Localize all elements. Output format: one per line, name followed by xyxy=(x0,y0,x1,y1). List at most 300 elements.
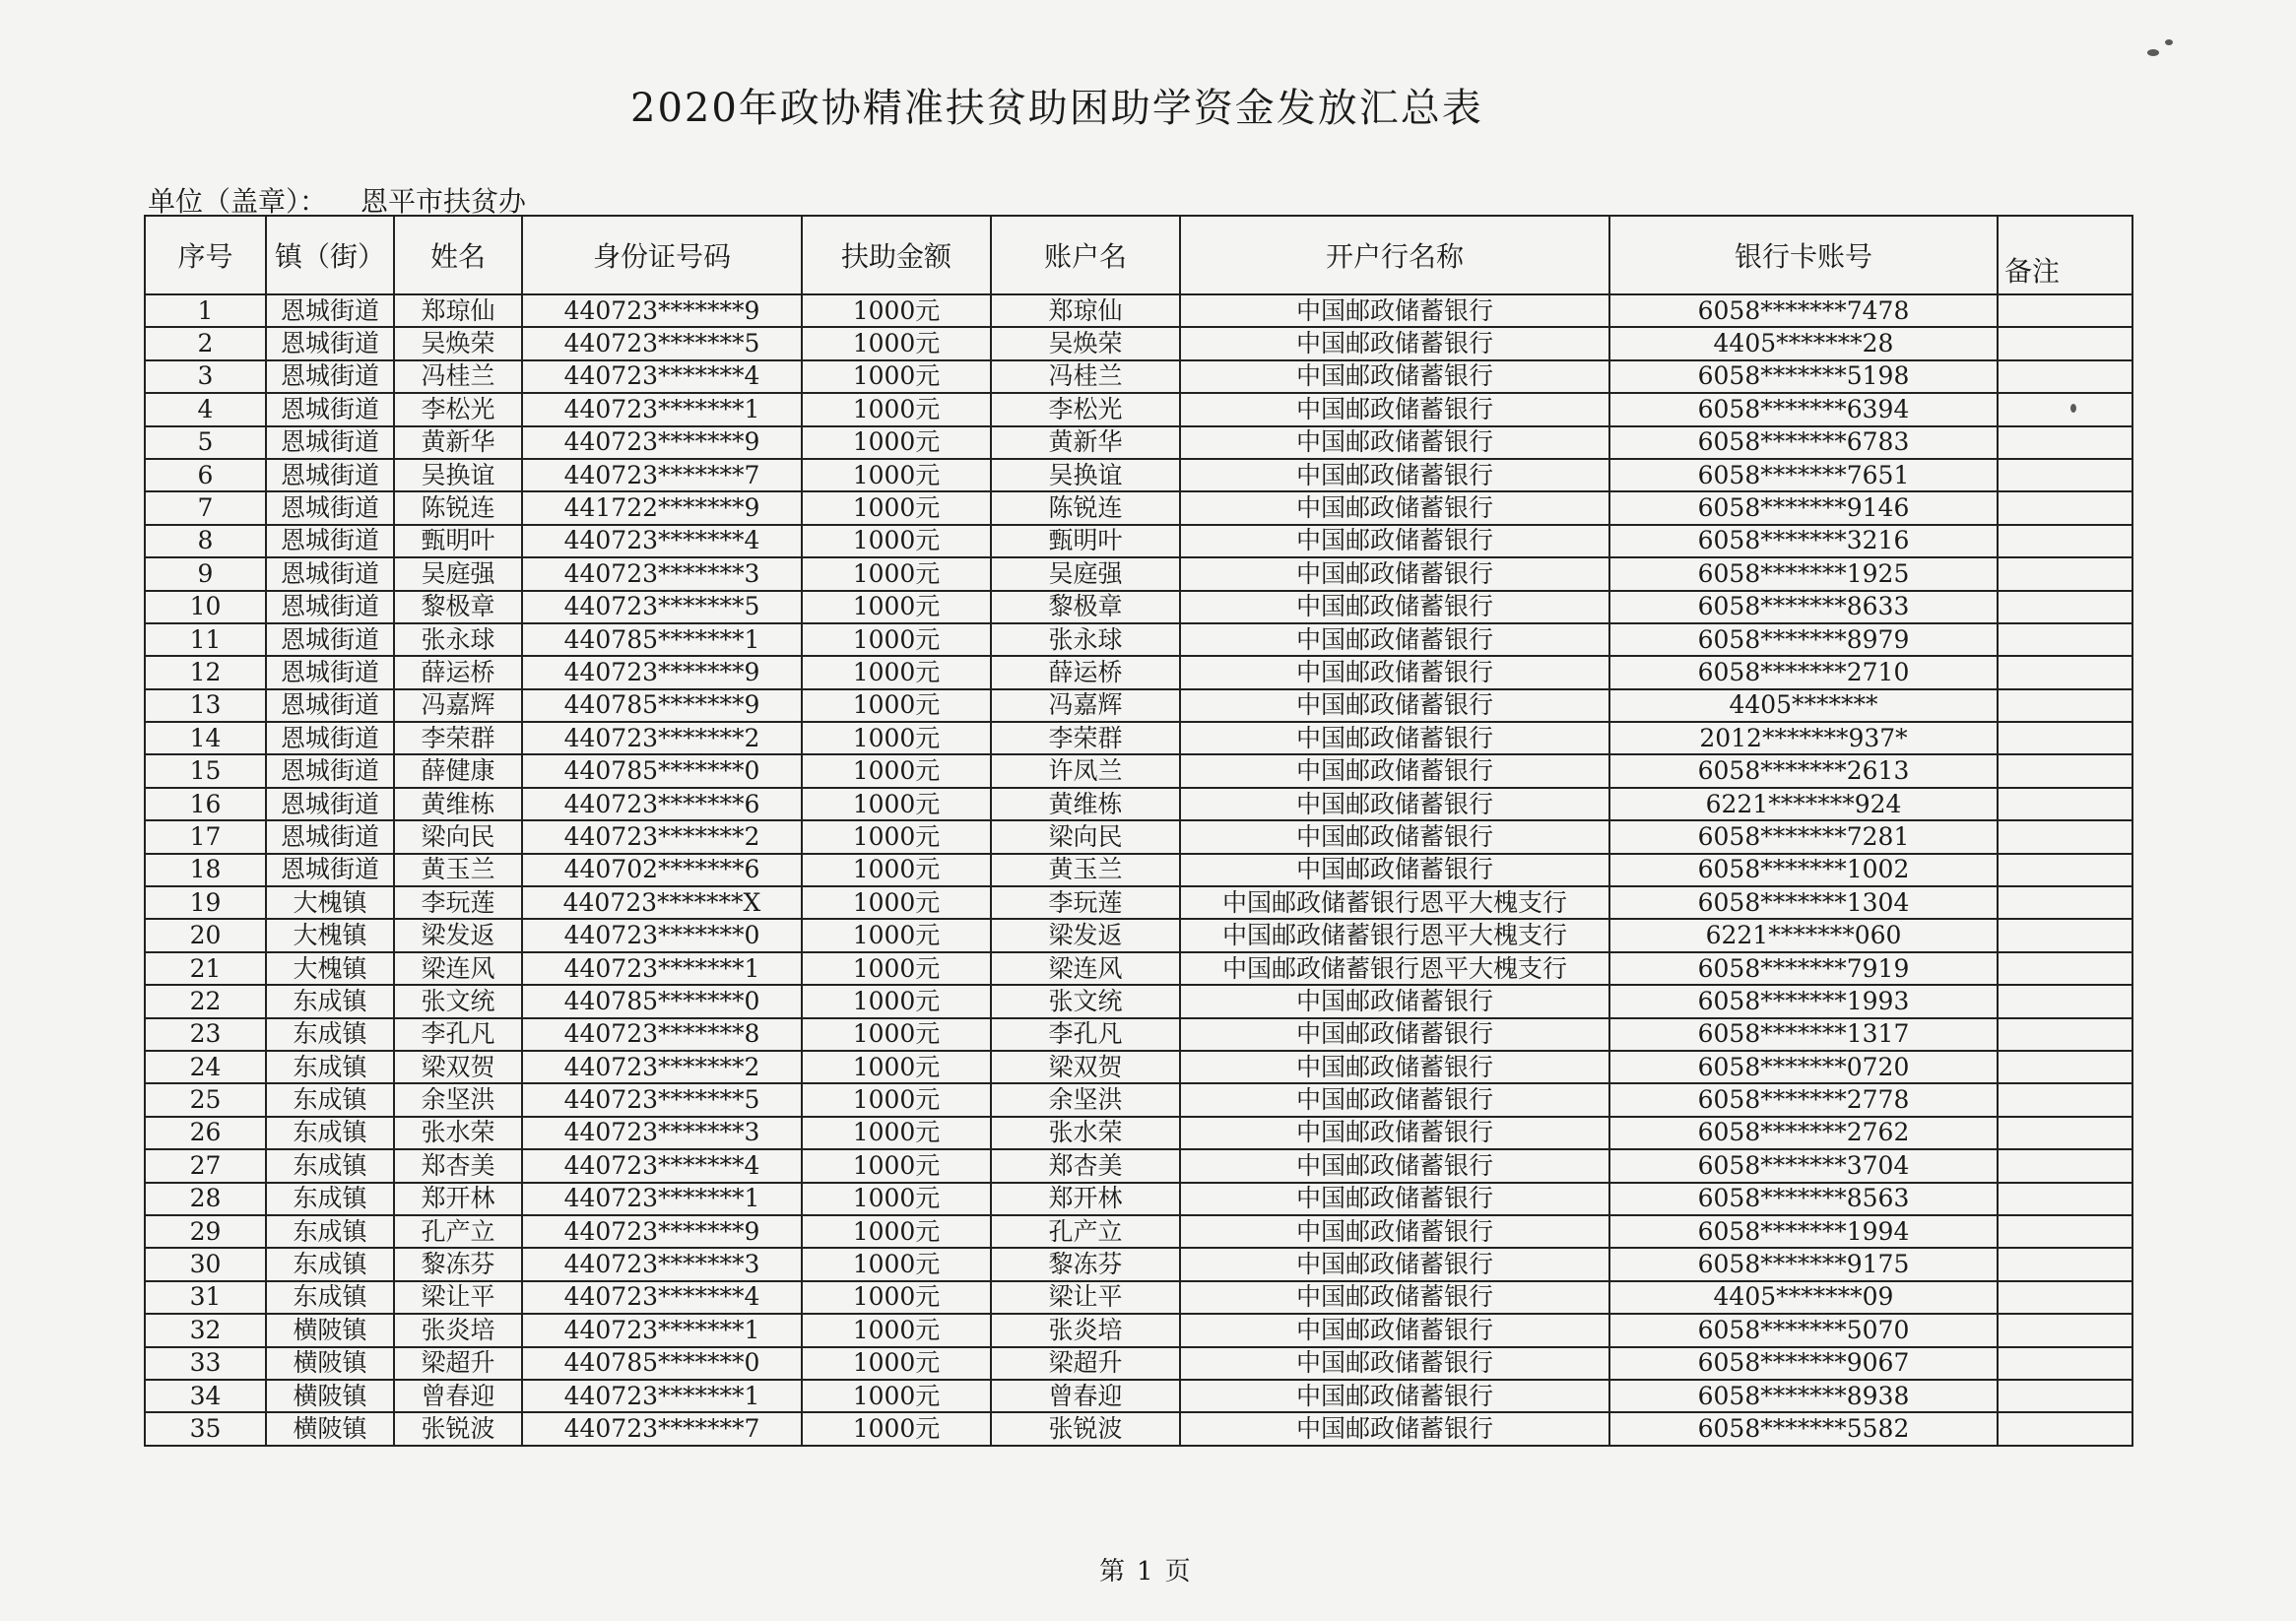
cell-serial: 11 xyxy=(145,623,266,656)
cell-id-number: 440723*******2 xyxy=(522,820,802,853)
cell-id-number: 440785*******0 xyxy=(522,985,802,1017)
cell-bank-name: 中国邮政储蓄银行 xyxy=(1180,854,1609,886)
cell-amount: 1000元 xyxy=(802,854,991,886)
page-footer xyxy=(1093,1551,1197,1588)
cell-bank-name: 中国邮政储蓄银行 xyxy=(1180,1347,1609,1380)
cell-card-number: 2012*******937* xyxy=(1609,722,1998,754)
cell-bank-name: 中国邮政储蓄银行 xyxy=(1180,1380,1609,1412)
cell-amount: 1000元 xyxy=(802,1314,991,1346)
cell-town: 东成镇 xyxy=(266,1183,394,1215)
cell-card-number: 6058*******8938 xyxy=(1609,1380,1998,1412)
cell-serial: 18 xyxy=(145,854,266,886)
cell-name: 张永球 xyxy=(394,623,522,656)
cell-remark xyxy=(1998,1083,2132,1116)
cell-town: 恩城街道 xyxy=(266,722,394,754)
cell-name: 黄新华 xyxy=(394,426,522,459)
cell-remark xyxy=(1998,656,2132,688)
page-number: 1 xyxy=(1137,1557,1153,1587)
table-row xyxy=(145,1281,2132,1314)
cell-remark xyxy=(1998,886,2132,919)
cell-id-number: 440723*******5 xyxy=(522,327,802,359)
cell-remark xyxy=(1998,491,2132,524)
cell-account-name: 曾春迎 xyxy=(991,1380,1180,1412)
cell-serial: 16 xyxy=(145,788,266,820)
cell-town: 恩城街道 xyxy=(266,294,394,327)
table-row xyxy=(145,1051,2132,1083)
cell-serial: 13 xyxy=(145,689,266,722)
table-row xyxy=(145,1117,2132,1149)
cell-card-number: 6058*******3216 xyxy=(1609,525,1998,557)
cell-id-number: 440723*******2 xyxy=(522,1051,802,1083)
cell-bank-name: 中国邮政储蓄银行 xyxy=(1180,1314,1609,1346)
table-row xyxy=(145,854,2132,886)
cell-remark xyxy=(1998,689,2132,722)
table-header-row xyxy=(145,216,2132,294)
cell-remark xyxy=(1998,557,2132,590)
cell-card-number: 6058*******1317 xyxy=(1609,1018,1998,1051)
cell-id-number: 440723*******1 xyxy=(522,1380,802,1412)
cell-name: 黄维栋 xyxy=(394,788,522,820)
cell-amount: 1000元 xyxy=(802,557,991,590)
cell-amount: 1000元 xyxy=(802,1412,991,1445)
cell-id-number: 440785*******0 xyxy=(522,754,802,787)
cell-town: 恩城街道 xyxy=(266,327,394,359)
cell-account-name: 梁连风 xyxy=(991,952,1180,985)
cell-serial: 12 xyxy=(145,656,266,688)
cell-amount: 1000元 xyxy=(802,623,991,656)
cell-name: 吴焕荣 xyxy=(394,327,522,359)
table-row xyxy=(145,294,2132,327)
cell-serial: 24 xyxy=(145,1051,266,1083)
cell-town: 东成镇 xyxy=(266,1018,394,1051)
cell-town: 横陂镇 xyxy=(266,1380,394,1412)
cell-amount: 1000元 xyxy=(802,360,991,393)
cell-id-number: 440723*******7 xyxy=(522,1412,802,1445)
cell-remark xyxy=(1998,788,2132,820)
cell-serial: 31 xyxy=(145,1281,266,1314)
cell-town: 恩城街道 xyxy=(266,459,394,491)
cell-amount: 1000元 xyxy=(802,327,991,359)
cell-serial: 15 xyxy=(145,754,266,787)
cell-serial: 35 xyxy=(145,1412,266,1445)
unit-line xyxy=(148,180,526,220)
table-row xyxy=(145,459,2132,491)
cell-id-number: 440723*******0 xyxy=(522,919,802,951)
table-row xyxy=(145,919,2132,951)
cell-amount: 1000元 xyxy=(802,1248,991,1280)
cell-serial: 27 xyxy=(145,1149,266,1182)
cell-remark xyxy=(1998,1314,2132,1346)
cell-account-name: 黎极章 xyxy=(991,591,1180,623)
cell-account-name: 郑杏美 xyxy=(991,1149,1180,1182)
cell-serial: 33 xyxy=(145,1347,266,1380)
document-title: 2020年政协精准扶贫助困助学资金发放汇总表 xyxy=(630,86,1483,131)
table-row xyxy=(145,754,2132,787)
cell-bank-name: 中国邮政储蓄银行 xyxy=(1180,985,1609,1017)
cell-account-name: 许凤兰 xyxy=(991,754,1180,787)
header-bank-name: 开户行名称 xyxy=(1180,216,1609,294)
scan-mark xyxy=(2165,39,2173,45)
cell-id-number: 440723*******3 xyxy=(522,557,802,590)
cell-town: 横陂镇 xyxy=(266,1412,394,1445)
cell-id-number: 440723*******4 xyxy=(522,525,802,557)
table-row xyxy=(145,788,2132,820)
unit-value: 恩平市扶贫办 xyxy=(361,185,527,218)
cell-id-number: 440723*******3 xyxy=(522,1117,802,1149)
cell-account-name: 李孔凡 xyxy=(991,1018,1180,1051)
cell-account-name: 张文统 xyxy=(991,985,1180,1017)
cell-town: 恩城街道 xyxy=(266,393,394,425)
cell-town: 恩城街道 xyxy=(266,754,394,787)
cell-town: 大槐镇 xyxy=(266,919,394,951)
cell-town: 恩城街道 xyxy=(266,788,394,820)
table-row xyxy=(145,656,2132,688)
header-amount: 扶助金额 xyxy=(802,216,991,294)
cell-name: 李松光 xyxy=(394,393,522,425)
cell-serial: 14 xyxy=(145,722,266,754)
cell-town: 恩城街道 xyxy=(266,820,394,853)
cell-name: 孔产立 xyxy=(394,1215,522,1248)
cell-id-number: 440723*******4 xyxy=(522,1281,802,1314)
table-row xyxy=(145,426,2132,459)
cell-name: 张锐波 xyxy=(394,1412,522,1445)
cell-bank-name: 中国邮政储蓄银行 xyxy=(1180,722,1609,754)
cell-account-name: 李玩莲 xyxy=(991,886,1180,919)
cell-town: 东成镇 xyxy=(266,1248,394,1280)
cell-card-number: 6058*******5070 xyxy=(1609,1314,1998,1346)
cell-name: 郑开林 xyxy=(394,1183,522,1215)
cell-amount: 1000元 xyxy=(802,952,991,985)
cell-card-number: 6058*******5582 xyxy=(1609,1412,1998,1445)
table-row xyxy=(145,1412,2132,1445)
cell-account-name: 冯嘉辉 xyxy=(991,689,1180,722)
table-row xyxy=(145,820,2132,853)
scan-mark xyxy=(2070,404,2076,413)
cell-town: 恩城街道 xyxy=(266,525,394,557)
cell-card-number: 6058*******2710 xyxy=(1609,656,1998,688)
summary-table xyxy=(144,215,2133,1447)
table-row xyxy=(145,952,2132,985)
cell-amount: 1000元 xyxy=(802,459,991,491)
cell-id-number: 440723*******5 xyxy=(522,591,802,623)
cell-name: 郑杏美 xyxy=(394,1149,522,1182)
cell-amount: 1000元 xyxy=(802,754,991,787)
cell-remark xyxy=(1998,623,2132,656)
cell-serial: 21 xyxy=(145,952,266,985)
cell-account-name: 冯桂兰 xyxy=(991,360,1180,393)
table-row xyxy=(145,985,2132,1017)
cell-card-number: 6058*******3704 xyxy=(1609,1149,1998,1182)
cell-name: 李荣群 xyxy=(394,722,522,754)
cell-amount: 1000元 xyxy=(802,525,991,557)
cell-serial: 29 xyxy=(145,1215,266,1248)
cell-amount: 1000元 xyxy=(802,656,991,688)
cell-id-number: 440723*******7 xyxy=(522,459,802,491)
cell-town: 恩城街道 xyxy=(266,656,394,688)
cell-amount: 1000元 xyxy=(802,426,991,459)
cell-serial: 26 xyxy=(145,1117,266,1149)
cell-id-number: 440723*******3 xyxy=(522,1248,802,1280)
cell-id-number: 440702*******6 xyxy=(522,854,802,886)
table-row xyxy=(145,1314,2132,1346)
cell-name: 吴庭强 xyxy=(394,557,522,590)
table-row xyxy=(145,327,2132,359)
cell-id-number: 440723*******5 xyxy=(522,1083,802,1116)
header-town: 镇（街） xyxy=(266,216,394,294)
cell-name: 梁连风 xyxy=(394,952,522,985)
cell-card-number: 6221*******060 xyxy=(1609,919,1998,951)
cell-name: 吴换谊 xyxy=(394,459,522,491)
cell-account-name: 孔产立 xyxy=(991,1215,1180,1248)
cell-amount: 1000元 xyxy=(802,919,991,951)
cell-card-number: 6058*******5198 xyxy=(1609,360,1998,393)
cell-account-name: 吴换谊 xyxy=(991,459,1180,491)
cell-bank-name: 中国邮政储蓄银行 xyxy=(1180,294,1609,327)
table-row xyxy=(145,722,2132,754)
cell-town: 东成镇 xyxy=(266,1083,394,1116)
cell-bank-name: 中国邮政储蓄银行 xyxy=(1180,1183,1609,1215)
cell-remark xyxy=(1998,426,2132,459)
cell-name: 黄玉兰 xyxy=(394,854,522,886)
cell-serial: 6 xyxy=(145,459,266,491)
cell-name: 黎极章 xyxy=(394,591,522,623)
cell-serial: 5 xyxy=(145,426,266,459)
cell-bank-name: 中国邮政储蓄银行 xyxy=(1180,491,1609,524)
cell-id-number: 440723*******X xyxy=(522,886,802,919)
cell-amount: 1000元 xyxy=(802,1215,991,1248)
cell-serial: 34 xyxy=(145,1380,266,1412)
cell-bank-name: 中国邮政储蓄银行恩平大槐支行 xyxy=(1180,919,1609,951)
cell-serial: 32 xyxy=(145,1314,266,1346)
cell-card-number: 6058*******8633 xyxy=(1609,591,1998,623)
cell-id-number: 440723*******9 xyxy=(522,294,802,327)
cell-bank-name: 中国邮政储蓄银行 xyxy=(1180,1215,1609,1248)
cell-remark xyxy=(1998,1117,2132,1149)
cell-account-name: 郑琼仙 xyxy=(991,294,1180,327)
cell-serial: 20 xyxy=(145,919,266,951)
cell-bank-name: 中国邮政储蓄银行恩平大槐支行 xyxy=(1180,952,1609,985)
cell-card-number: 6058*******9175 xyxy=(1609,1248,1998,1280)
cell-account-name: 黄维栋 xyxy=(991,788,1180,820)
cell-account-name: 陈锐连 xyxy=(991,491,1180,524)
cell-account-name: 郑开林 xyxy=(991,1183,1180,1215)
cell-town: 恩城街道 xyxy=(266,360,394,393)
cell-serial: 3 xyxy=(145,360,266,393)
cell-id-number: 440785*******1 xyxy=(522,623,802,656)
cell-card-number: 6058*******2778 xyxy=(1609,1083,1998,1116)
cell-serial: 23 xyxy=(145,1018,266,1051)
cell-card-number: 6058*******8979 xyxy=(1609,623,1998,656)
cell-town: 恩城街道 xyxy=(266,623,394,656)
cell-id-number: 440785*******9 xyxy=(522,689,802,722)
cell-id-number: 440723*******8 xyxy=(522,1018,802,1051)
cell-bank-name: 中国邮政储蓄银行 xyxy=(1180,459,1609,491)
cell-card-number: 6058*******0720 xyxy=(1609,1051,1998,1083)
table-row xyxy=(145,491,2132,524)
cell-remark xyxy=(1998,1380,2132,1412)
cell-bank-name: 中国邮政储蓄银行 xyxy=(1180,557,1609,590)
cell-serial: 4 xyxy=(145,393,266,425)
table-row xyxy=(145,1183,2132,1215)
cell-remark xyxy=(1998,459,2132,491)
cell-card-number: 6058*******2762 xyxy=(1609,1117,1998,1149)
cell-card-number: 6058*******9067 xyxy=(1609,1347,1998,1380)
cell-name: 冯嘉辉 xyxy=(394,689,522,722)
cell-id-number: 440723*******1 xyxy=(522,1183,802,1215)
cell-card-number: 6058*******7919 xyxy=(1609,952,1998,985)
cell-account-name: 张炎培 xyxy=(991,1314,1180,1346)
cell-amount: 1000元 xyxy=(802,985,991,1017)
cell-amount: 1000元 xyxy=(802,1117,991,1149)
cell-bank-name: 中国邮政储蓄银行 xyxy=(1180,656,1609,688)
cell-card-number: 6058*******6394 xyxy=(1609,393,1998,425)
header-id-number: 身份证号码 xyxy=(522,216,802,294)
footer-prefix: 第 xyxy=(1099,1557,1126,1587)
cell-town: 恩城街道 xyxy=(266,426,394,459)
cell-remark xyxy=(1998,985,2132,1017)
cell-remark xyxy=(1998,1215,2132,1248)
cell-amount: 1000元 xyxy=(802,689,991,722)
cell-serial: 7 xyxy=(145,491,266,524)
cell-account-name: 黄新华 xyxy=(991,426,1180,459)
cell-id-number: 440723*******4 xyxy=(522,1149,802,1182)
cell-serial: 2 xyxy=(145,327,266,359)
cell-account-name: 李松光 xyxy=(991,393,1180,425)
cell-remark xyxy=(1998,1018,2132,1051)
cell-remark xyxy=(1998,820,2132,853)
cell-account-name: 黎冻芬 xyxy=(991,1248,1180,1280)
cell-card-number: 6058*******8563 xyxy=(1609,1183,1998,1215)
header-serial: 序号 xyxy=(145,216,266,294)
cell-account-name: 甄明叶 xyxy=(991,525,1180,557)
table-row xyxy=(145,623,2132,656)
table-row xyxy=(145,886,2132,919)
cell-account-name: 张锐波 xyxy=(991,1412,1180,1445)
cell-name: 陈锐连 xyxy=(394,491,522,524)
cell-id-number: 440723*******6 xyxy=(522,788,802,820)
cell-card-number: 6058*******2613 xyxy=(1609,754,1998,787)
cell-amount: 1000元 xyxy=(802,788,991,820)
cell-account-name: 薛运桥 xyxy=(991,656,1180,688)
cell-bank-name: 中国邮政储蓄银行 xyxy=(1180,820,1609,853)
cell-card-number: 6058*******7651 xyxy=(1609,459,1998,491)
cell-remark xyxy=(1998,1281,2132,1314)
table-row xyxy=(145,689,2132,722)
table-row xyxy=(145,557,2132,590)
cell-town: 大槐镇 xyxy=(266,886,394,919)
cell-account-name: 梁发返 xyxy=(991,919,1180,951)
cell-name: 梁让平 xyxy=(394,1281,522,1314)
cell-id-number: 440723*******4 xyxy=(522,360,802,393)
cell-town: 大槐镇 xyxy=(266,952,394,985)
cell-card-number: 6058*******9146 xyxy=(1609,491,1998,524)
cell-amount: 1000元 xyxy=(802,1018,991,1051)
cell-serial: 30 xyxy=(145,1248,266,1280)
cell-name: 梁双贺 xyxy=(394,1051,522,1083)
cell-amount: 1000元 xyxy=(802,1347,991,1380)
table-row xyxy=(145,591,2132,623)
cell-remark xyxy=(1998,591,2132,623)
cell-bank-name: 中国邮政储蓄银行 xyxy=(1180,1149,1609,1182)
table-row xyxy=(145,1380,2132,1412)
cell-amount: 1000元 xyxy=(802,294,991,327)
cell-id-number: 441722*******9 xyxy=(522,491,802,524)
cell-card-number: 4405******* xyxy=(1609,689,1998,722)
cell-id-number: 440723*******9 xyxy=(522,656,802,688)
cell-remark xyxy=(1998,525,2132,557)
cell-town: 东成镇 xyxy=(266,1215,394,1248)
cell-serial: 22 xyxy=(145,985,266,1017)
cell-card-number: 6058*******7281 xyxy=(1609,820,1998,853)
cell-bank-name: 中国邮政储蓄银行 xyxy=(1180,360,1609,393)
cell-serial: 10 xyxy=(145,591,266,623)
header-account-name: 账户名 xyxy=(991,216,1180,294)
cell-card-number: 6221*******924 xyxy=(1609,788,1998,820)
cell-card-number: 6058*******1304 xyxy=(1609,886,1998,919)
cell-account-name: 吴庭强 xyxy=(991,557,1180,590)
cell-serial: 17 xyxy=(145,820,266,853)
table-row xyxy=(145,1149,2132,1182)
cell-card-number: 6058*******1002 xyxy=(1609,854,1998,886)
cell-remark xyxy=(1998,919,2132,951)
cell-name: 梁向民 xyxy=(394,820,522,853)
cell-remark xyxy=(1998,1248,2132,1280)
cell-name: 张文统 xyxy=(394,985,522,1017)
cell-card-number: 6058*******1925 xyxy=(1609,557,1998,590)
cell-remark xyxy=(1998,1149,2132,1182)
cell-amount: 1000元 xyxy=(802,1083,991,1116)
cell-name: 梁发返 xyxy=(394,919,522,951)
table-row xyxy=(145,1018,2132,1051)
cell-town: 恩城街道 xyxy=(266,557,394,590)
table-row xyxy=(145,1248,2132,1280)
cell-id-number: 440723*******1 xyxy=(522,952,802,985)
cell-amount: 1000元 xyxy=(802,722,991,754)
cell-card-number: 6058*******7478 xyxy=(1609,294,1998,327)
cell-amount: 1000元 xyxy=(802,591,991,623)
cell-remark xyxy=(1998,1051,2132,1083)
cell-serial: 8 xyxy=(145,525,266,557)
table-row xyxy=(145,360,2132,393)
cell-name: 黎冻芬 xyxy=(394,1248,522,1280)
table-row xyxy=(145,525,2132,557)
cell-amount: 1000元 xyxy=(802,1051,991,1083)
cell-bank-name: 中国邮政储蓄银行 xyxy=(1180,327,1609,359)
cell-bank-name: 中国邮政储蓄银行 xyxy=(1180,525,1609,557)
header-remark: 备注 xyxy=(1998,216,2132,294)
cell-bank-name: 中国邮政储蓄银行 xyxy=(1180,1018,1609,1051)
cell-remark xyxy=(1998,1347,2132,1380)
cell-amount: 1000元 xyxy=(802,1183,991,1215)
cell-name: 李玩莲 xyxy=(394,886,522,919)
cell-bank-name: 中国邮政储蓄银行 xyxy=(1180,788,1609,820)
cell-name: 张炎培 xyxy=(394,1314,522,1346)
cell-amount: 1000元 xyxy=(802,1281,991,1314)
cell-town: 东成镇 xyxy=(266,1117,394,1149)
cell-serial: 9 xyxy=(145,557,266,590)
cell-amount: 1000元 xyxy=(802,491,991,524)
cell-account-name: 梁超升 xyxy=(991,1347,1180,1380)
cell-bank-name: 中国邮政储蓄银行 xyxy=(1180,1281,1609,1314)
cell-bank-name: 中国邮政储蓄银行 xyxy=(1180,623,1609,656)
cell-id-number: 440723*******9 xyxy=(522,426,802,459)
cell-remark xyxy=(1998,754,2132,787)
header-card-number: 银行卡账号 xyxy=(1609,216,1998,294)
scan-mark xyxy=(2147,49,2159,56)
cell-name: 冯桂兰 xyxy=(394,360,522,393)
cell-card-number: 4405*******28 xyxy=(1609,327,1998,359)
table-row xyxy=(145,1083,2132,1116)
